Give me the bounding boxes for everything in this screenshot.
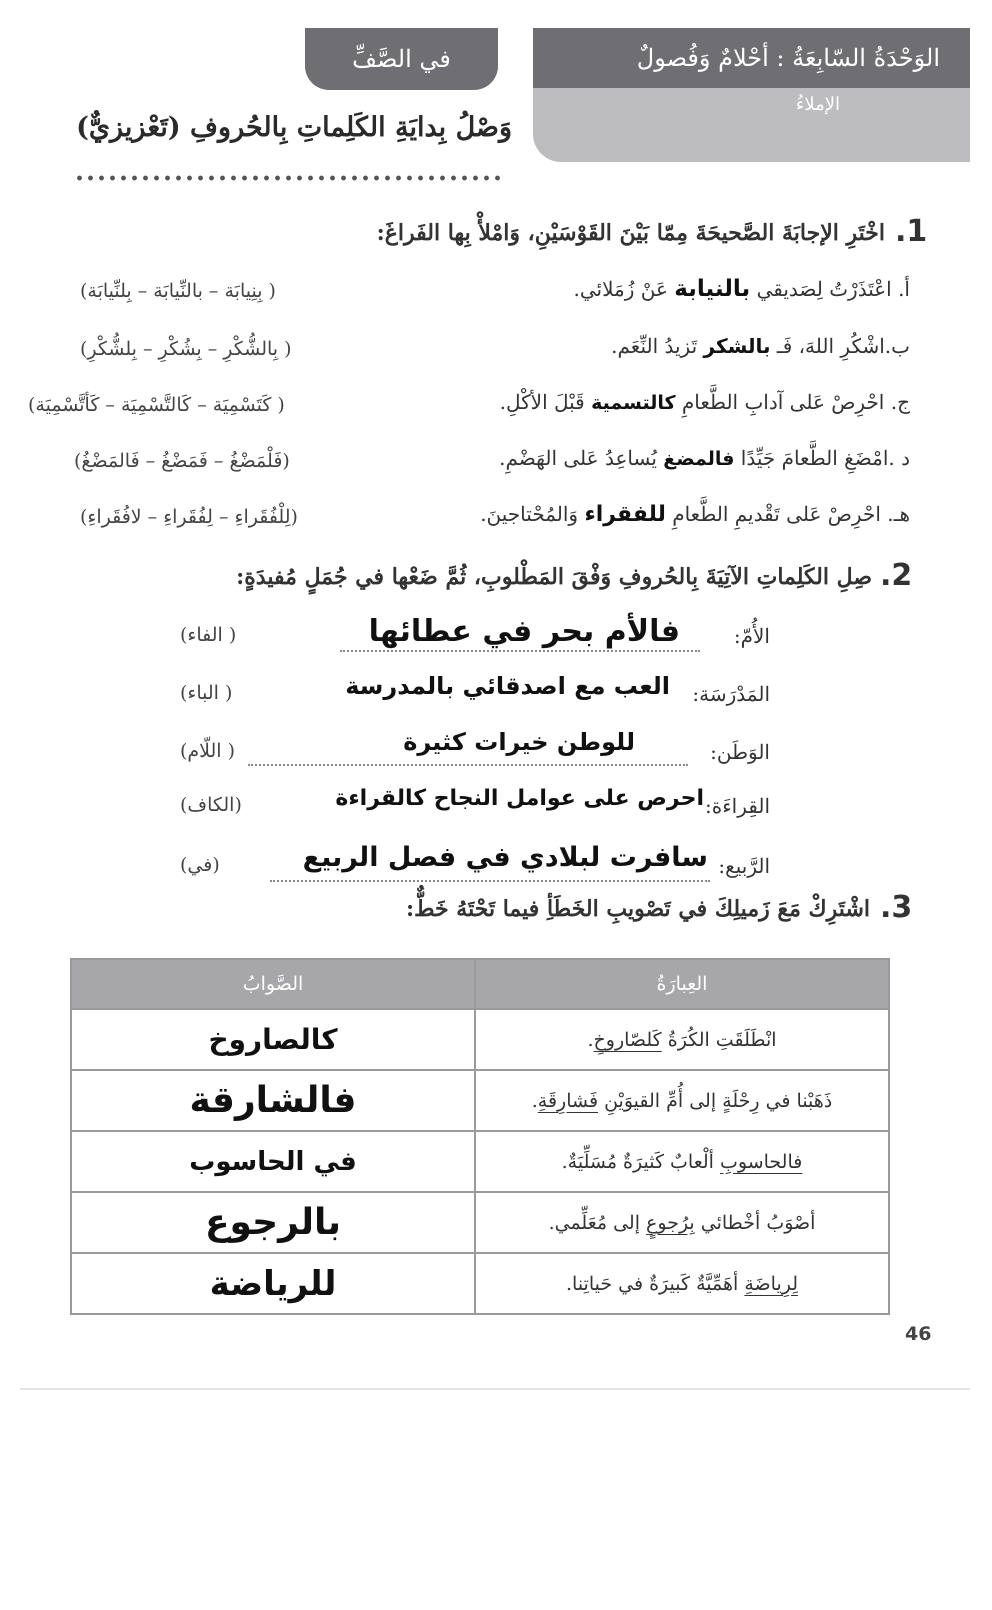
q1-item-a	[574, 276, 911, 302]
q1-item-b	[611, 334, 910, 358]
q1-item-c-options: ( كَتَسْمِيَة – كَالتَّسْمِيَة – كَأتَّسْمِيَة)	[28, 394, 285, 416]
phrase-text-end: .	[587, 1028, 594, 1051]
table-row	[71, 1009, 889, 1070]
phrase-error: فَشارِقَةِ	[537, 1089, 599, 1112]
q2-instruction: صِلِ الكَلِماتِ الآتِيَةَ بِالحُروفِ وَفْقَ المَطْلوبِ، ثُمَّ ضَعْها في جُمَلٍ مُفيدَةٍ:	[236, 564, 872, 590]
phrase-error: بِرُجوعٍ	[646, 1211, 695, 1234]
phrase-text-end: إلى مُعَلِّمي.	[548, 1211, 647, 1234]
correction-table	[70, 958, 890, 1610]
correct-cell: بالرجوع	[71, 1192, 475, 1253]
correct-cell: كالصاروخ	[71, 1009, 475, 1070]
q1-item-d	[499, 446, 910, 470]
class-tab: في الصَّفِّ	[305, 28, 498, 90]
unit-title: الوَحْدَةُ السّابِعَةُ : أحْلامٌ وَفُصولٌ	[533, 28, 970, 88]
q1-item-c-text: ج. احْرِصْ عَلى آدابِ الطَّعامِ	[681, 390, 910, 414]
phrase-text: ذَهَبْنا في رِحْلَةٍ إلى أُمِّ القيوَيْنِ	[598, 1089, 833, 1112]
q1-item-e-text-end: وَالمُحْتاجينَ.	[480, 502, 579, 526]
q1-item-b-text-end: تَزيدُ النِّعَم.	[611, 334, 698, 358]
q2-word-2: المَدْرَسَة:	[692, 682, 770, 706]
q2-row-2	[180, 670, 770, 710]
q1-item-e-options: (لِلْفُقَراءِ – لِفُقَراءِ – لافُقَراءِ)	[80, 506, 298, 528]
q2-answer-4: احرص على عوامل النجاح كالقراءة	[335, 786, 704, 811]
q2-answer-2: العب مع اصدقائي بالمدرسة	[345, 672, 670, 700]
q1-item-a-text-end: عَنْ زُمَلائي.	[573, 277, 668, 301]
q1-instruction: اخْتَرِ الإجابَةَ الصَّحيحَةَ مِمّا بَيْنَ القَوْسَيْنِ، وَامْلأْ بِها الفَراغَ:	[376, 220, 885, 246]
q1-item-a-text: أ. اعْتَذَرْتُ لِصَديقي	[756, 277, 910, 301]
q1-item-e-text: هـ. احْرِصْ عَلى تَقْديمِ الطَّعامِ	[672, 502, 910, 526]
q2-answer-line-5	[270, 880, 710, 882]
q2-word-3: الوَطَن:	[710, 740, 770, 764]
q2-answer-line-3	[248, 764, 688, 766]
q2-word-4: القِراءَة:	[705, 794, 770, 818]
q2-hint-5: (في)	[180, 854, 220, 876]
q3-number: .3	[880, 890, 913, 925]
phrase-text: انْطَلَقَتِ الكُرَةُ	[661, 1028, 777, 1051]
q1-item-c-text-end: قَبْلَ الأكْلِ.	[499, 390, 585, 414]
phrase-cell	[475, 1131, 889, 1192]
bottom-divider	[20, 1388, 970, 1390]
phrase-cell	[475, 1009, 889, 1070]
page-number: 46	[905, 1323, 932, 1345]
q3-instruction: اشْتَرِكْ مَعَ زَميلِكَ في تَصْويبِ الخَطَأِ فيما تَحْتَهُ خَطٌّ:	[406, 896, 870, 922]
q1-item-a-answer: بالنيابة	[674, 276, 751, 302]
table-row	[71, 1253, 889, 1314]
q1-items	[28, 270, 910, 540]
correct-cell: فالشارقة	[71, 1070, 475, 1131]
lesson-title: وَصْلُ بِدايَةِ الكَلِماتِ بِالحُروفِ (تَعْزيزيٌّ)	[76, 112, 512, 143]
q1-item-b-answer: بالشكر	[703, 334, 771, 358]
q1-item-e	[480, 502, 910, 527]
phrase-text-end: ألْعابٌ كَثيرَةٌ مُسَلِّيَةٌ.	[561, 1150, 720, 1173]
correct-cell: للرياضة	[71, 1253, 475, 1314]
q2-row-4	[180, 784, 770, 824]
dotted-divider	[74, 172, 506, 184]
q2-answer-line-1	[340, 650, 700, 652]
header-correct: الصَّوابُ	[71, 959, 475, 1009]
q1-number: .1	[895, 214, 928, 249]
q2-word-1: الأُمّ:	[733, 624, 770, 648]
header-phrase: العِبارَةُ	[475, 959, 889, 1009]
q1-item-c	[500, 390, 910, 414]
q2-answer-5: سافرت لبلادي في فصل الربيع	[302, 842, 708, 873]
q1-item-b-options: ( بِالشُّكْرِ – بِشُكْرِ – بِلشُّكْرِ)	[80, 338, 292, 360]
q2-number: .2	[880, 558, 913, 593]
unit-subtitle: الإملاءُ	[795, 94, 840, 115]
table-row	[71, 1131, 889, 1192]
q1-item-e-answer: للفقراء	[584, 502, 666, 527]
phrase-cell	[475, 1070, 889, 1131]
phrase-text: أصْوَبُ أخْطائي	[694, 1211, 816, 1234]
q2-hint-1: ( الفاء)	[180, 624, 237, 646]
q2-row-3	[180, 728, 770, 768]
q1-item-b-text: ب.اشْكُرِ اللهَ، فَـ	[776, 334, 910, 358]
phrase-cell	[475, 1192, 889, 1253]
correct-cell: في الحاسوب	[71, 1131, 475, 1192]
phrase-text-end: أهَمِّيَّةٌ كَبيرَةٌ في حَياتِنا.	[565, 1272, 745, 1295]
q2-answer-1: فالأم بحر في عطائها	[368, 614, 680, 649]
q2-answer-3: للوطن خيرات كثيرة	[403, 728, 635, 756]
q1-item-c-answer: كالتسمية	[591, 392, 676, 414]
q2-hint-4: (الكاف)	[180, 794, 242, 816]
q1-item-a-options: ( بِنِيابَة – بالنِّيابَة – بِلنِّيابَة)	[80, 280, 276, 302]
phrase-error: كَلصّاروخِ	[593, 1028, 662, 1051]
q2-word-5: الرَّبيع:	[718, 854, 770, 878]
q1-item-d-answer: فالمضغ	[663, 448, 735, 470]
q2-hint-2: ( الباء)	[180, 682, 233, 704]
phrase-error: فالحاسوبِ	[720, 1150, 803, 1173]
q1-item-d-options: (فَلْمَضْغُ – فَمَضْغُ – فَالمَضْغُ)	[74, 450, 290, 472]
q1-item-d-text: د .امْضَغِ الطَّعامَ جَيِّدًا	[740, 446, 910, 470]
table-row	[71, 1070, 889, 1131]
q2-hint-3: ( اللّام)	[180, 740, 236, 762]
phrase-text-end: .	[531, 1089, 538, 1112]
q2-items	[180, 604, 770, 894]
q1-item-d-text-end: يُساعِدُ عَلى الهَضْمِ.	[499, 446, 657, 470]
q2-row-1	[180, 614, 770, 654]
table-row	[71, 1192, 889, 1253]
phrase-error: لِرِياضَةِ	[744, 1272, 799, 1295]
phrase-cell	[475, 1253, 889, 1314]
q2-row-5	[180, 842, 770, 886]
